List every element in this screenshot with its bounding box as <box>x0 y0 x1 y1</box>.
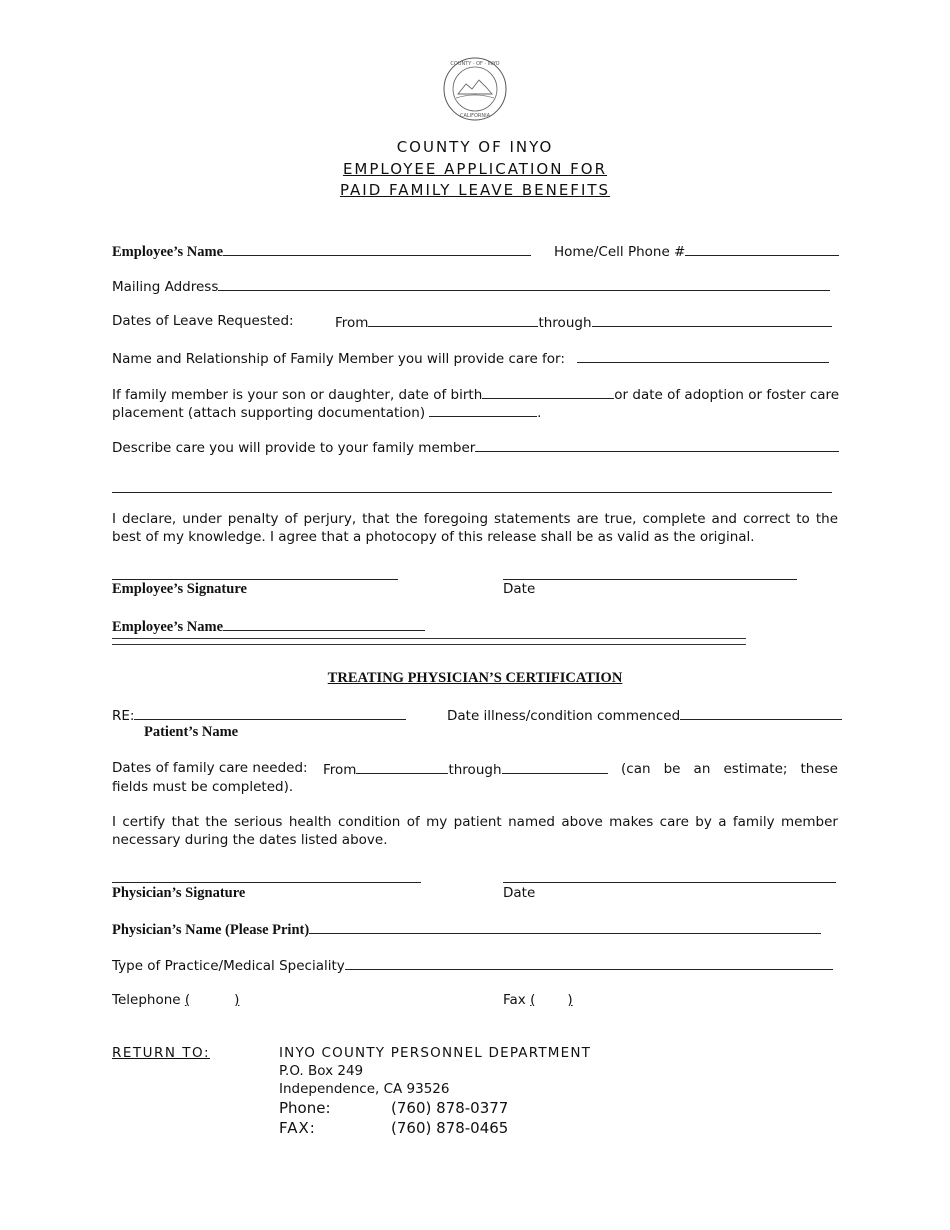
telephone-row <box>112 992 429 1008</box>
employee-name-label-2: Employee’s Name <box>112 619 224 635</box>
placement-label: placement (attach supporting documentation) <box>112 405 426 421</box>
fax-label: Fax <box>503 992 526 1008</box>
patient-name-field[interactable] <box>134 706 406 720</box>
patient-name-label: Patient’s Name <box>144 724 239 740</box>
employee-signature-field[interactable] <box>112 566 398 580</box>
employee-name-field-2[interactable] <box>223 617 425 631</box>
leave-dates-fields <box>335 313 832 331</box>
employee-name-field[interactable] <box>223 242 531 256</box>
county-seal-logo <box>442 56 508 122</box>
physician-date-label: Date <box>503 885 536 901</box>
leave-through-label: through <box>538 315 592 331</box>
svg-text:COUNTY · OF · INYO: COUNTY · OF · INYO <box>450 61 500 67</box>
phone-label: Home/Cell Phone # <box>554 244 686 260</box>
mailing-address-field[interactable] <box>218 277 830 291</box>
return-fax-label: FAX: <box>279 1119 316 1137</box>
care-from-label: From <box>323 762 357 778</box>
return-fax: (760) 878-0465 <box>391 1119 509 1137</box>
svg-text:CALIFORNIA: CALIFORNIA <box>459 113 491 119</box>
care-dates-label: Dates of family care needed: <box>112 760 308 776</box>
commenced-label: Date illness/condition commenced <box>447 708 681 724</box>
phone-field[interactable] <box>685 242 839 256</box>
describe-care-label: Describe care you will provide to your family member <box>112 440 476 456</box>
mailing-address-row <box>112 277 830 295</box>
return-city: Independence, CA 93526 <box>279 1081 450 1097</box>
adoption-label: or date of adoption or foster care <box>614 387 840 403</box>
physician-name-field[interactable] <box>309 920 821 934</box>
employee-date-field[interactable] <box>503 566 797 580</box>
phone-row <box>554 242 839 260</box>
return-pobox: P.O. Box 249 <box>279 1063 364 1079</box>
telephone-field[interactable]: ( ) <box>184 992 240 1008</box>
re-row <box>112 706 406 724</box>
placement-row: placement (attach supporting documentation) . <box>112 405 542 421</box>
title-county: COUNTY OF INYO <box>396 138 554 156</box>
return-to-label: RETURN TO: <box>112 1045 210 1061</box>
mailing-address-label: Mailing Address <box>112 279 219 295</box>
section-divider <box>112 638 746 645</box>
physician-signature-field[interactable] <box>112 869 421 883</box>
describe-care-row <box>112 438 839 456</box>
certify-text: I certify that the serious health condition of my patient named above makes care by a family member necessary during the dates listed above. <box>112 814 838 848</box>
physician-date-field[interactable] <box>503 869 836 883</box>
employee-date-line-row <box>503 566 797 585</box>
leave-dates-label: Dates of Leave Requested: <box>112 313 294 329</box>
physician-name-row <box>112 920 821 939</box>
title-application: EMPLOYEE APPLICATION FOR <box>342 160 608 178</box>
employee-date-label: Date <box>503 581 536 597</box>
employee-signature-label: Employee’s Signature <box>112 581 247 597</box>
physician-name-label: Physician’s Name (Please Print) <box>112 922 310 938</box>
family-member-label: Name and Relationship of Family Member you will provide care for: <box>112 351 565 367</box>
practice-field[interactable] <box>345 956 833 970</box>
leave-dates-row <box>112 313 294 329</box>
care-through-label: through <box>448 762 502 778</box>
leave-from-field[interactable] <box>368 313 538 327</box>
physician-date-line-row <box>503 869 836 888</box>
leave-through-field[interactable] <box>592 313 832 327</box>
employee-name-row <box>112 242 531 261</box>
describe-care-row-2 <box>112 479 832 498</box>
title-benefits: PAID FAMILY LEAVE BENEFITS <box>339 181 611 199</box>
fax-row <box>503 992 825 1008</box>
estimate-note: (can be an estimate; these fields must be completed). <box>112 761 838 795</box>
telephone-label: Telephone <box>112 992 181 1008</box>
physician-section-title: TREATING PHYSICIAN’S CERTIFICATION <box>327 670 623 686</box>
describe-care-field-2[interactable] <box>112 479 832 493</box>
placement-date-field[interactable] <box>429 403 537 417</box>
family-member-field[interactable] <box>577 349 829 363</box>
return-phone-label: Phone: <box>279 1099 331 1117</box>
practice-label: Type of Practice/Medical Speciality <box>112 958 345 974</box>
describe-care-field[interactable] <box>475 438 839 452</box>
employee-name-row-2 <box>112 617 425 636</box>
commenced-row <box>447 706 842 724</box>
return-phone: (760) 878-0377 <box>391 1099 509 1117</box>
dob-label: If family member is your son or daughter, date of birth <box>112 387 483 403</box>
physician-signature-label: Physician’s Signature <box>112 885 246 901</box>
commenced-field[interactable] <box>680 706 842 720</box>
family-member-row <box>112 349 829 367</box>
practice-row <box>112 956 833 974</box>
fax-field[interactable]: ( ) <box>530 992 573 1008</box>
dob-field[interactable] <box>482 385 614 399</box>
dob-row <box>112 385 839 403</box>
employee-name-label: Employee’s Name <box>112 244 224 260</box>
declaration-text: I declare, under penalty of perjury, that the foregoing statements are true, complete and correct to the best of my knowledge. I agree that a photocopy of this release shall be as valid as the original. <box>112 511 838 545</box>
return-dept: INYO COUNTY PERSONNEL DEPARTMENT <box>279 1045 592 1061</box>
re-label: RE: <box>112 708 135 724</box>
leave-from-label: From <box>335 315 369 331</box>
